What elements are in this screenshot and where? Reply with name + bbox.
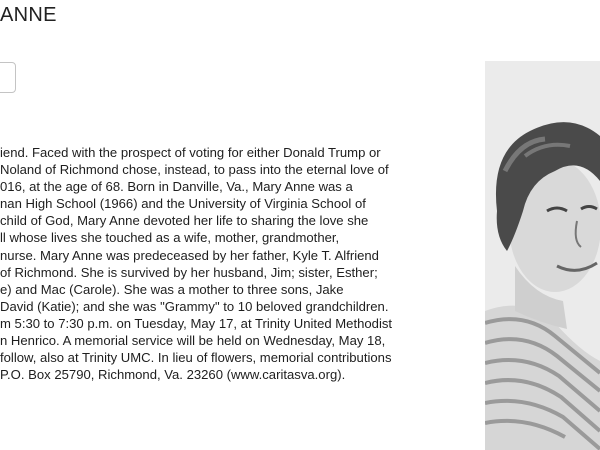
portrait-photo — [485, 61, 600, 450]
obituary-line: m 5:30 to 7:30 p.m. on Tuesday, May 17, at Trinity United Methodist — [0, 315, 393, 331]
obituary-line: nurse. Mary Anne was predeceased by her father, Kyle T. Alfriend — [0, 247, 379, 263]
portrait-illustration — [485, 61, 600, 450]
text-field[interactable] — [0, 62, 16, 93]
obituary-line: P.O. Box 25790, Richmond, Va. 23260 (www.caritasva.org). — [0, 367, 346, 383]
obituary-line: iend. Faced with the prospect of voting for either Donald Trump or — [0, 145, 381, 160]
obituary-line: child of God, Mary Anne devoted her life to sharing the love she — [0, 213, 369, 229]
page-title: ANNE — [0, 4, 57, 26]
obituary-line: of Richmond. She is survived by her husband, Jim; sister, Esther; — [0, 264, 378, 280]
obituary-line: e) and Mac (Carole). She was a mother to three sons, Jake — [0, 281, 344, 297]
obituary-line: Noland of Richmond chose, instead, to pass into the eternal love of — [0, 162, 389, 178]
obituary-line: David (Katie); and she was "Grammy" to 10 beloved grandchildren. — [0, 298, 389, 314]
obituary-line: follow, also at Trinity UMC. In lieu of flowers, memorial contributions — [0, 350, 392, 366]
obituary-line: ll whose lives she touched as a wife, mother, grandmother, — [0, 230, 340, 246]
obituary-text — [0, 144, 472, 383]
obituary-line: 016, at the age of 68. Born in Danville, Va., Mary Anne was a — [0, 179, 353, 195]
obituary-line: nan High School (1966) and the University of Virginia School of — [0, 196, 366, 212]
obituary-line: n Henrico. A memorial service will be held on Wednesday, May 18, — [0, 333, 386, 349]
